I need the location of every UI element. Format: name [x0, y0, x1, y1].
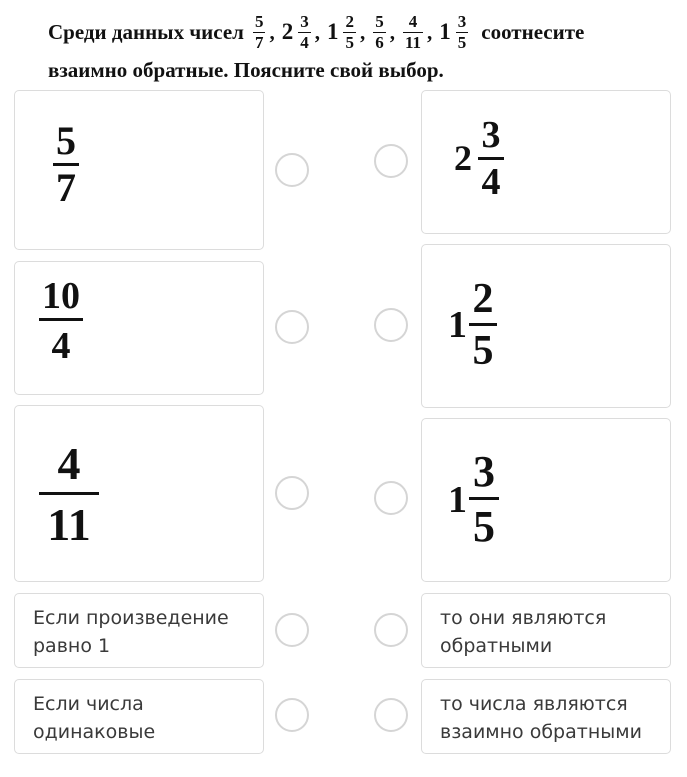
left-card-4[interactable] [14, 593, 264, 668]
right-card-5-text: то числа являются взаимно обратными [440, 693, 642, 743]
left-card-1[interactable] [14, 90, 264, 250]
left-radio-3[interactable] [275, 476, 309, 510]
denominator: 5 [473, 501, 495, 551]
right-card-4[interactable] [421, 593, 671, 668]
numerator: 5 [254, 11, 264, 31]
denominator: 11 [404, 32, 422, 52]
numerator: 4 [408, 11, 418, 31]
task-lead-text: Среди данных чисел [48, 19, 244, 44]
numerator: 5 [56, 118, 76, 163]
task-number-2-3-4 [282, 12, 312, 53]
left-card-3[interactable] [14, 405, 264, 582]
fraction-10-4 [39, 274, 83, 371]
numerator: 5 [375, 11, 384, 31]
denominator: 6 [375, 32, 384, 52]
task-number-1-2-5 [327, 12, 357, 53]
numerator: 3 [473, 447, 495, 496]
task-line-2: взаимно обратные. Поясните свой выбор. [48, 58, 444, 82]
left-radio-2[interactable] [275, 310, 309, 344]
denominator: 5 [345, 32, 354, 52]
fraction-5-7 [53, 119, 79, 210]
left-card-5-text: Если числа одинаковые [33, 693, 156, 743]
left-radio-1[interactable] [275, 153, 309, 187]
denominator: 4 [51, 324, 71, 367]
right-card-5[interactable] [421, 679, 671, 754]
numerator: 2 [345, 11, 354, 31]
task-number-1-3-5 [439, 12, 469, 53]
left-card-5[interactable] [14, 679, 264, 754]
whole-part: 2 [281, 19, 294, 44]
denominator: 4 [481, 160, 501, 203]
denominator: 11 [47, 498, 91, 550]
whole-part: 1 [326, 19, 339, 44]
task-number-5-6 [372, 12, 387, 53]
denominator: 5 [457, 32, 467, 52]
denominator: 4 [300, 32, 309, 52]
separator: , [389, 19, 395, 44]
numerator: 3 [481, 114, 501, 156]
right-radio-1[interactable] [374, 144, 408, 178]
denominator: 7 [56, 164, 76, 210]
mixed-number-2-3-4 [454, 113, 504, 204]
separator: , [427, 19, 433, 44]
fraction-4-11 [39, 436, 99, 555]
whole-part: 2 [454, 138, 472, 179]
right-card-2[interactable] [421, 244, 671, 408]
mixed-number-1-2-5 [448, 275, 497, 376]
right-radio-2[interactable] [374, 308, 408, 342]
numerator: 3 [457, 11, 467, 31]
left-card-4-text: Если произведение равно 1 [33, 607, 229, 657]
right-card-1[interactable] [421, 90, 671, 234]
left-radio-5[interactable] [275, 698, 309, 732]
denominator: 7 [254, 32, 264, 52]
whole-part: 1 [448, 304, 467, 347]
task-line-1 [48, 4, 584, 60]
right-radio-3[interactable] [374, 481, 408, 515]
mixed-number-1-3-5 [448, 447, 499, 554]
task-tail-text: соотнесите [481, 19, 585, 44]
left-card-2[interactable] [14, 261, 264, 395]
task-number-4-11 [402, 12, 424, 53]
whole-part: 1 [448, 479, 467, 522]
whole-part: 1 [439, 19, 451, 44]
numerator: 3 [300, 11, 309, 31]
denominator: 5 [472, 327, 494, 374]
left-radio-4[interactable] [275, 613, 309, 647]
right-radio-4[interactable] [374, 613, 408, 647]
right-card-3[interactable] [421, 418, 671, 582]
separator: , [314, 19, 320, 44]
task-number-5-7 [252, 12, 267, 53]
numerator: 10 [42, 275, 80, 317]
right-radio-5[interactable] [374, 698, 408, 732]
numerator: 4 [57, 438, 81, 489]
right-card-4-text: то они являются обратными [440, 607, 607, 657]
task-statement [48, 4, 678, 84]
separator: , [269, 19, 275, 44]
separator: , [359, 19, 366, 44]
numerator: 2 [472, 276, 494, 322]
